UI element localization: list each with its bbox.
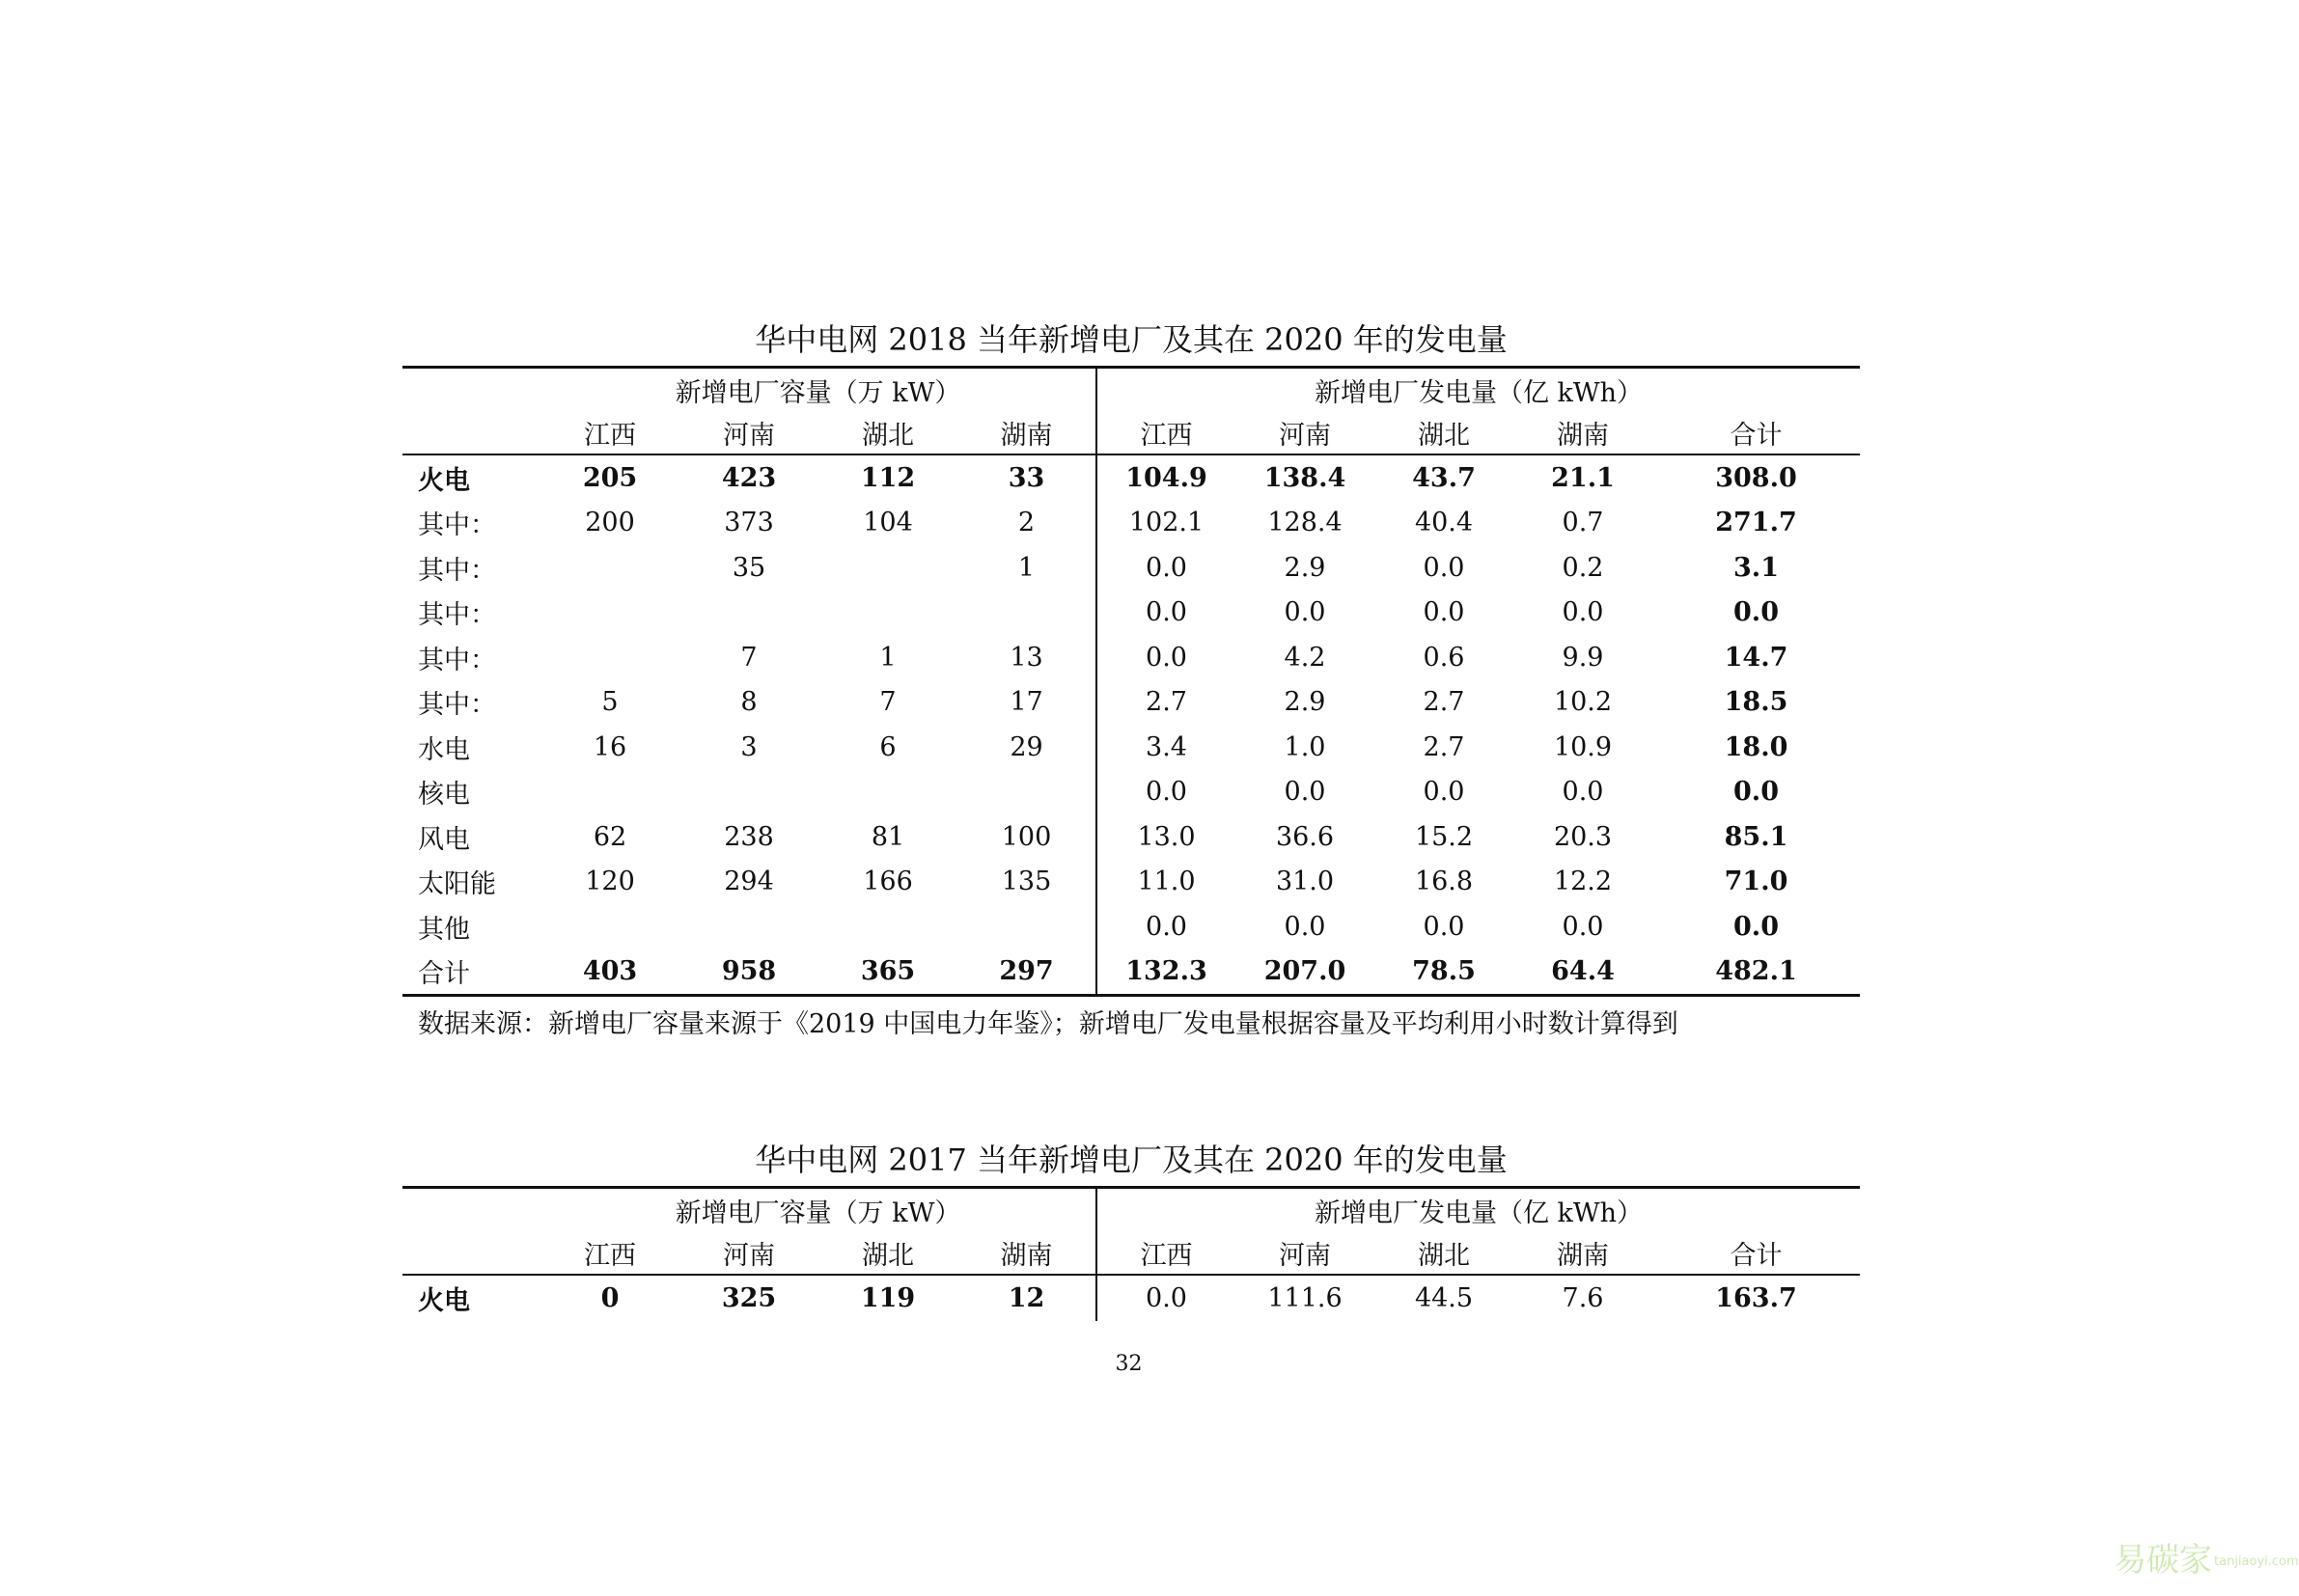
table-cell: 5 [601,687,619,718]
table-cell: 138.4 [1263,462,1346,493]
table-cell [818,545,957,591]
table-cell [679,904,818,949]
row-label: 火电 [418,465,470,496]
table-row [402,1275,1860,1321]
table-cell-total: 18.5 [1724,687,1788,718]
table-cell: 13.0 [1096,814,1235,860]
capacity-group-header: 新增电厂容量（万 kW） [540,1188,1096,1232]
table-row [402,454,1860,501]
table-cell: 7 [740,642,758,673]
table-cell: 0.7 [1562,508,1604,538]
table-cell: 12 [1008,1282,1045,1313]
row-label: 其中： [418,510,496,541]
col-header-generation-total: 合计 [1652,1231,1860,1275]
table-cell-total: 85.1 [1724,821,1788,852]
row-label: 核电 [418,780,470,811]
table-cell: 12.2 [1553,867,1613,897]
table-cell: 44.5 [1414,1282,1474,1313]
table-cell: 6 [879,731,897,762]
row-label: 合计 [402,949,540,996]
table-cell: 0.0 [1284,911,1326,942]
table-cell: 294 [724,867,774,897]
table-cell: 423 [721,462,777,493]
table-cell: 0.0 [1562,777,1604,808]
table-cell-total: 14.7 [1724,642,1788,673]
table-cell: 20.3 [1553,821,1613,852]
table-cell: 2.7 [1423,731,1465,762]
capacity-group-header: 新增电厂容量（万 kW） [540,368,1096,412]
table-cell: 102.1 [1096,501,1235,546]
table-cell [957,591,1096,636]
table-cell: 0.0 [1423,911,1465,942]
col-header-generation-henan: 河南 [1235,1231,1374,1275]
col-header-capacity-henan: 河南 [679,1231,818,1275]
table-cell-total: 482.1 [1652,949,1860,996]
table-cell [679,591,818,636]
generation-group-header: 新增电厂发电量（亿 kWh） [1096,368,1860,412]
table-cell: 0.0 [1096,904,1235,949]
table-cell: 132.3 [1096,949,1235,996]
table2-title: 华中电网 2017 当年新增电厂及其在 2020 年的发电量 [755,1142,1508,1178]
table-cell [679,770,818,815]
table1-column-header-row [402,411,1860,454]
table-row [402,501,1860,546]
table-cell: 9.9 [1562,642,1604,673]
table-cell: 120 [585,867,635,897]
table-cell: 29 [1010,731,1043,762]
col-header-generation-total: 合计 [1652,411,1860,454]
page-number: 32 [1115,1352,1143,1376]
table-cell: 958 [679,949,818,996]
col-header-generation-hubei: 湖北 [1374,411,1513,454]
table-row [402,814,1860,860]
table-cell [818,904,957,949]
table-cell: 0.0 [1423,552,1465,583]
table-cell: 0.0 [1423,777,1465,808]
table-cell-total: 0.0 [1733,597,1779,628]
table-row [402,860,1860,905]
col-header-generation-hunan: 湖南 [1513,411,1652,454]
table-cell: 4.2 [1284,642,1326,673]
row-label: 太阳能 [418,869,496,900]
table-row [402,725,1860,770]
col-header-capacity-jiangxi: 江西 [540,411,679,454]
table-cell: 3.4 [1096,725,1235,770]
table-row [402,545,1860,591]
table-cell: 0.6 [1423,642,1465,673]
table-cell-total: 0.0 [1733,911,1779,942]
table-cell: 1.0 [1284,731,1326,762]
table-cell [818,591,957,636]
table1-group-header-row [402,368,1860,412]
col-header-capacity-hunan: 湖南 [957,1231,1096,1275]
generation-group-header: 新增电厂发电量（亿 kWh） [1096,1188,1860,1232]
table-cell: 13 [1010,642,1043,673]
table-cell: 15.2 [1414,821,1474,852]
table-cell: 0.0 [1096,591,1235,636]
table-cell: 128.4 [1267,508,1343,538]
col-header-generation-hunan: 湖南 [1513,1231,1652,1275]
table-cell: 0.2 [1562,552,1604,583]
table-row [402,680,1860,726]
row-label: 其中： [418,645,496,675]
table-cell: 2.7 [1423,687,1465,718]
table-cell: 43.7 [1412,462,1476,493]
table-cell: 21.1 [1551,462,1615,493]
table-cell [957,770,1096,815]
row-label: 其中： [418,600,496,631]
table-cell: 40.4 [1414,508,1474,538]
table-cell: 31.0 [1275,867,1335,897]
col-header-generation-hubei: 湖北 [1374,1231,1513,1275]
table-cell: 33 [1008,462,1045,493]
table-row [402,770,1860,815]
table-cell: 0.0 [1096,770,1235,815]
source-note: 数据来源：新增电厂容量来源于《2019 中国电力年鉴》；新增电厂发电量根据容量及平均利用小时数计算得到 [418,1009,1678,1039]
table-cell [818,770,957,815]
table-cell: 1 [1017,552,1036,583]
table-cell [540,904,679,949]
table-row [402,635,1860,680]
table-cell: 2.7 [1096,680,1235,726]
table-cell: 16.8 [1414,867,1474,897]
table-cell: 0.0 [1096,1275,1235,1321]
row-label: 水电 [418,734,470,765]
table-cell: 205 [582,462,638,493]
table-cell: 238 [724,821,774,852]
col-header-generation-jiangxi: 江西 [1096,1231,1235,1275]
table-cell: 0.0 [1562,911,1604,942]
table-cell: 111.6 [1267,1282,1343,1313]
table-cell: 10.2 [1553,687,1613,718]
table-cell: 112 [860,462,916,493]
watermark-domain: tanjiaoyi.com [2214,1554,2299,1569]
table-cell: 0.0 [1096,635,1235,680]
table-cell: 166 [863,867,913,897]
col-header-generation-henan: 河南 [1235,411,1374,454]
watermark-logo [2114,1541,2299,1582]
row-label: 其中： [418,555,496,586]
table-cell: 81 [871,821,905,852]
table-cell-total: 71.0 [1724,867,1788,897]
row-label: 风电 [418,824,470,855]
table-cell-total: 308.0 [1715,462,1797,493]
table-cell: 104.9 [1096,454,1235,501]
col-header-capacity-henan: 河南 [679,411,818,454]
table-cell: 0 [600,1282,620,1313]
table-cell: 64.4 [1513,949,1652,996]
table-cell-total: 271.7 [1715,508,1797,538]
table-cell: 373 [724,508,774,538]
table-cell-total: 163.7 [1715,1282,1797,1313]
table1 [402,366,1860,997]
table-cell-total: 3.1 [1733,552,1779,583]
row-label: 其中： [418,690,496,721]
table-cell: 100 [1001,821,1052,852]
table-cell-total: 18.0 [1724,731,1788,762]
table-cell: 10.9 [1553,731,1613,762]
table2-column-header-row [402,1231,1860,1275]
table-cell: 62 [593,821,627,852]
col-header-capacity-hubei: 湖北 [818,1231,957,1275]
table-cell [957,904,1096,949]
table-row-total [402,949,1860,996]
watermark-brand: 易碳家 [2114,1541,2212,1580]
table-cell: 16 [593,731,627,762]
table-cell: 0.0 [1096,545,1235,591]
table-cell: 0.0 [1284,597,1326,628]
row-label: 火电 [418,1285,470,1316]
table-cell: 0.0 [1423,597,1465,628]
table-cell: 7.6 [1562,1282,1604,1313]
table-row [402,904,1860,949]
table-cell: 297 [957,949,1096,996]
table-cell: 325 [721,1282,777,1313]
table-cell [540,545,679,591]
table-row [402,591,1860,636]
table-cell: 3 [740,731,758,762]
table-cell: 7 [879,687,897,718]
table-cell: 17 [1010,687,1043,718]
table-cell: 119 [860,1282,916,1313]
table-cell: 207.0 [1235,949,1374,996]
table-cell: 2.9 [1284,552,1326,583]
col-header-generation-jiangxi: 江西 [1096,411,1235,454]
table-cell: 2.9 [1284,687,1326,718]
table-cell: 104 [863,508,913,538]
col-header-capacity-hunan: 湖南 [957,411,1096,454]
table-cell: 2 [1017,508,1036,538]
col-header-capacity-hubei: 湖北 [818,411,957,454]
table-cell: 8 [740,687,758,718]
table-cell: 36.6 [1275,821,1335,852]
table-cell: 200 [585,508,635,538]
table-cell: 403 [540,949,679,996]
table-cell: 1 [879,642,897,673]
table1-title: 华中电网 2018 当年新增电厂及其在 2020 年的发电量 [755,321,1508,358]
row-label: 其他 [418,914,470,945]
table-cell: 0.0 [1284,777,1326,808]
table2-group-header-row [402,1188,1860,1232]
table-cell-total: 0.0 [1733,777,1779,808]
table-cell: 78.5 [1374,949,1513,996]
table-cell: 365 [818,949,957,996]
table2 [402,1186,1860,1321]
table-cell [540,635,679,680]
table-cell: 11.0 [1096,860,1235,905]
table-cell: 35 [732,552,766,583]
table-cell [540,591,679,636]
col-header-capacity-jiangxi: 江西 [540,1231,679,1275]
table-cell [540,770,679,815]
table-cell: 135 [1001,867,1052,897]
table-cell: 0.0 [1562,597,1604,628]
